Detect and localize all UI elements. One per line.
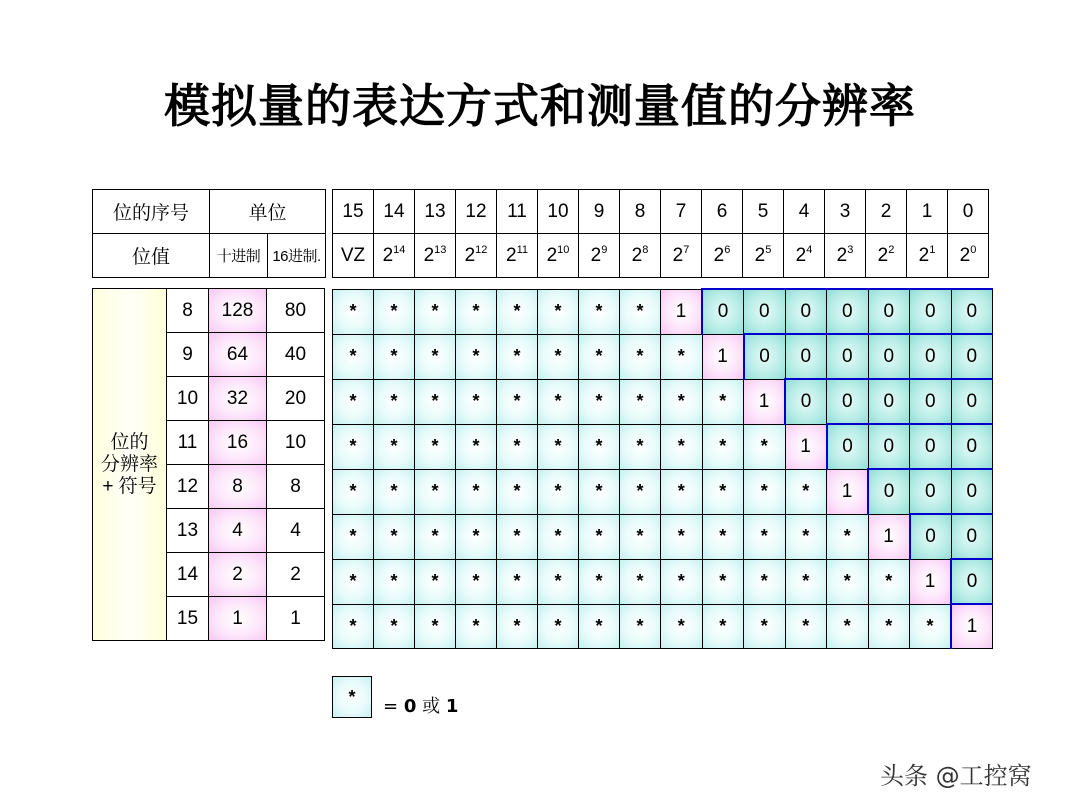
power-cell [497, 234, 538, 278]
zero-bit-cell: 0 [951, 334, 993, 379]
power-exponent: 6 [724, 243, 731, 256]
any-bit-cell: * [579, 379, 620, 424]
any-bit-cell: * [579, 469, 620, 514]
power-exponent: 1 [929, 243, 936, 256]
any-bit-cell: * [620, 424, 661, 469]
any-bit-cell: * [456, 469, 497, 514]
hex-label: 16进制. [268, 234, 326, 278]
any-bit-cell: * [497, 289, 538, 334]
power-cell [866, 234, 907, 278]
legend-one: 1 [445, 696, 459, 717]
zero-bit-cell: 0 [910, 379, 952, 424]
any-bit-cell: * [333, 289, 374, 334]
any-bit-cell: * [538, 514, 579, 559]
bit-number-cell: 15 [333, 190, 374, 234]
zero-bit-cell: 0 [827, 379, 869, 424]
any-bit-cell: * [620, 289, 661, 334]
power-exponent: 5 [765, 243, 772, 256]
bit-number-cell: 8 [620, 190, 661, 234]
any-bit-cell: * [620, 334, 661, 379]
any-bit-cell: * [497, 424, 538, 469]
any-bit-cell: * [415, 514, 456, 559]
resolution-label-line: 位的 [110, 431, 149, 453]
any-bit-cell: * [868, 559, 910, 604]
power-cell [538, 234, 579, 278]
table-row [333, 469, 993, 514]
page-title: 模拟量的表达方式和测量值的分辨率 [164, 79, 916, 133]
zero-bit-cell: 0 [827, 424, 869, 469]
any-bit-cell: * [333, 379, 374, 424]
zero-bit-cell: 0 [868, 289, 910, 334]
zero-bit-cell: 0 [744, 289, 786, 334]
any-bit-cell: * [415, 469, 456, 514]
one-bit-cell: 1 [785, 424, 827, 469]
zero-bit-cell: 0 [910, 289, 952, 334]
any-bit-cell: * [702, 514, 744, 559]
zero-bit-cell: 0 [951, 424, 993, 469]
any-bit-cell: * [620, 469, 661, 514]
any-bit-cell: * [333, 424, 374, 469]
bit-number-cell: 0 [948, 190, 989, 234]
any-bit-cell: * [415, 424, 456, 469]
resolution-bits-cell: 15 [167, 597, 209, 641]
any-bit-cell: * [497, 379, 538, 424]
any-bit-cell: * [661, 334, 703, 379]
any-bit-cell: * [497, 469, 538, 514]
any-bit-cell: * [620, 514, 661, 559]
power-cell [743, 234, 784, 278]
resolution-label-line: + 符号 [102, 475, 157, 497]
zero-bit-cell: 0 [868, 334, 910, 379]
any-bit-cell: * [538, 379, 579, 424]
any-bit-cell: * [785, 514, 827, 559]
resolution-bits-cell: 8 [167, 289, 209, 333]
watermark: 头条 @工控窝 [880, 762, 1032, 790]
power-exponent: 0 [970, 243, 977, 256]
one-bit-cell: 1 [702, 334, 744, 379]
any-bit-cell: * [579, 424, 620, 469]
zero-bit-cell: 0 [868, 469, 910, 514]
any-bit-cell: * [744, 424, 786, 469]
hex-cell: 8 [267, 465, 325, 509]
any-bit-cell: * [702, 469, 744, 514]
zero-bit-cell: 0 [785, 334, 827, 379]
any-bit-cell: * [538, 559, 579, 604]
any-bit-cell: * [374, 559, 415, 604]
any-bit-cell: * [415, 559, 456, 604]
power-exponent: 7 [683, 243, 690, 256]
bit-power-row [333, 234, 989, 278]
any-bit-cell: * [497, 559, 538, 604]
any-bit-cell: * [827, 514, 869, 559]
zero-bit-cell: 0 [827, 289, 869, 334]
any-bit-cell: * [538, 604, 579, 649]
any-bit-cell: * [661, 379, 703, 424]
decimal-cell: 4 [209, 509, 267, 553]
any-bit-cell: * [661, 514, 703, 559]
zero-bit-cell: 0 [951, 289, 993, 334]
any-bit-cell: * [661, 559, 703, 604]
zero-bit-cell: 0 [702, 289, 744, 334]
hex-cell: 4 [267, 509, 325, 553]
any-bit-cell: * [538, 424, 579, 469]
power-base: 2 [918, 244, 930, 266]
bit-number-cell: 10 [538, 190, 579, 234]
resolution-bits-cell: 13 [167, 509, 209, 553]
bit-number-cell: 14 [374, 190, 415, 234]
zero-bit-cell: 0 [951, 469, 993, 514]
power-cell [825, 234, 866, 278]
one-bit-cell: 1 [744, 379, 786, 424]
any-bit-cell: * [702, 379, 744, 424]
hex-cell: 20 [267, 377, 325, 421]
any-bit-cell: * [374, 514, 415, 559]
any-bit-cell: * [538, 289, 579, 334]
one-bit-cell: 1 [951, 604, 993, 649]
table-row [333, 334, 993, 379]
zero-bit-cell: 0 [910, 514, 952, 559]
power-cell [661, 234, 702, 278]
hex-cell: 1 [267, 597, 325, 641]
power-exponent: 12 [475, 243, 488, 256]
any-bit-cell: * [333, 604, 374, 649]
power-exponent: 14 [393, 243, 406, 256]
any-bit-cell: * [661, 424, 703, 469]
hex-cell: 80 [267, 289, 325, 333]
power-base: 2 [631, 244, 643, 266]
any-bit-cell: * [456, 559, 497, 604]
legend-zero: 0 [403, 696, 417, 717]
any-bit-cell: * [538, 469, 579, 514]
any-bit-cell: * [456, 514, 497, 559]
any-bit-cell: * [702, 424, 744, 469]
bit-number-cell: 4 [784, 190, 825, 234]
table-row [333, 514, 993, 559]
power-exponent: 13 [434, 243, 447, 256]
power-exponent: 11 [516, 243, 528, 256]
resolution-bits-cell: 11 [167, 421, 209, 465]
power-base: 2 [382, 244, 394, 266]
any-bit-cell: * [374, 424, 415, 469]
decimal-cell: 32 [209, 377, 267, 421]
any-bit-cell: * [827, 604, 869, 649]
power-exponent: 3 [847, 243, 854, 256]
one-bit-cell: 1 [910, 559, 952, 604]
table-row [333, 604, 993, 649]
zero-bit-cell: 0 [868, 379, 910, 424]
bit-number-cell: 13 [415, 190, 456, 234]
header-left-table [92, 189, 326, 278]
any-bit-cell: * [579, 604, 620, 649]
any-bit-cell: * [497, 604, 538, 649]
power-base: 2 [877, 244, 889, 266]
decimal-cell: 2 [209, 553, 267, 597]
resolution-bits-cell: 14 [167, 553, 209, 597]
bit-order-label: 位的序号 [93, 190, 210, 234]
power-exponent: 9 [601, 243, 608, 256]
zero-bit-cell: 0 [951, 379, 993, 424]
any-bit-cell: * [456, 379, 497, 424]
any-bit-cell: * [785, 604, 827, 649]
any-bit-cell: * [868, 604, 910, 649]
power-base: 2 [672, 244, 684, 266]
any-bit-cell: * [497, 334, 538, 379]
decimal-label: 十进制 [210, 234, 268, 278]
hex-cell: 10 [267, 421, 325, 465]
zero-bit-cell: 0 [910, 334, 952, 379]
table-row [333, 379, 993, 424]
bit-pattern-table [332, 288, 993, 649]
any-bit-cell: * [744, 514, 786, 559]
zero-bit-cell: 0 [910, 469, 952, 514]
power-cell [948, 234, 989, 278]
power-exponent: 10 [557, 243, 570, 256]
power-cell [620, 234, 661, 278]
any-bit-cell: * [333, 514, 374, 559]
legend-or: 或 [422, 696, 441, 717]
power-exponent: 4 [806, 243, 813, 256]
any-bit-cell: * [579, 514, 620, 559]
table-row [333, 559, 993, 604]
any-bit-cell: * [415, 289, 456, 334]
decimal-cell: 128 [209, 289, 267, 333]
any-bit-cell: * [374, 289, 415, 334]
power-cell [456, 234, 497, 278]
power-cell [415, 234, 456, 278]
power-base: 2 [959, 244, 971, 266]
any-bit-cell: * [785, 469, 827, 514]
resolution-label [93, 289, 167, 641]
one-bit-cell: 1 [827, 469, 869, 514]
any-bit-cell: * [620, 379, 661, 424]
zero-bit-cell: 0 [951, 514, 993, 559]
hex-cell: 2 [267, 553, 325, 597]
resolution-table [92, 288, 325, 641]
any-bit-cell: * [538, 334, 579, 379]
power-base: 2 [795, 244, 807, 266]
table-row [93, 289, 325, 333]
power-base: 2 [546, 244, 558, 266]
any-bit-cell: * [456, 424, 497, 469]
any-bit-cell: * [333, 559, 374, 604]
power-exponent: 2 [888, 243, 895, 256]
bit-number-cell: 5 [743, 190, 784, 234]
any-bit-cell: * [785, 559, 827, 604]
zero-bit-cell: 0 [744, 334, 786, 379]
any-bit-cell: * [456, 334, 497, 379]
bit-number-cell: 1 [907, 190, 948, 234]
power-base: 2 [590, 244, 602, 266]
zero-bit-cell: 0 [785, 289, 827, 334]
any-bit-cell: * [579, 289, 620, 334]
resolution-bits-cell: 12 [167, 465, 209, 509]
any-bit-cell: * [456, 604, 497, 649]
sign-cell: VZ [333, 234, 374, 278]
any-bit-cell: * [374, 334, 415, 379]
bit-number-cell: 2 [866, 190, 907, 234]
any-bit-cell: * [415, 334, 456, 379]
zero-bit-cell: 0 [827, 334, 869, 379]
power-base: 2 [836, 244, 848, 266]
any-bit-cell: * [456, 289, 497, 334]
zero-bit-cell: 0 [868, 424, 910, 469]
any-bit-cell: * [661, 604, 703, 649]
power-base: 2 [506, 244, 517, 266]
decimal-cell: 8 [209, 465, 267, 509]
any-bit-cell: * [620, 604, 661, 649]
bit-number-cell: 12 [456, 190, 497, 234]
zero-bit-cell: 0 [785, 379, 827, 424]
table-row [333, 424, 993, 469]
power-cell [907, 234, 948, 278]
any-bit-cell: * [497, 514, 538, 559]
any-bit-cell: * [333, 469, 374, 514]
any-bit-cell: * [910, 604, 952, 649]
resolution-bits-cell: 9 [167, 333, 209, 377]
any-bit-cell: * [374, 469, 415, 514]
table-row [333, 289, 993, 334]
one-bit-cell: 1 [661, 289, 703, 334]
any-bit-cell: * [702, 604, 744, 649]
bit-value-label: 位值 [93, 234, 210, 278]
any-bit-cell: * [579, 559, 620, 604]
power-exponent: 8 [642, 243, 649, 256]
power-base: 2 [464, 244, 476, 266]
bit-number-cell: 9 [579, 190, 620, 234]
any-bit-cell: * [744, 559, 786, 604]
power-cell [579, 234, 620, 278]
bit-number-cell: 6 [702, 190, 743, 234]
power-cell [702, 234, 743, 278]
decimal-cell: 64 [209, 333, 267, 377]
legend-text [383, 692, 458, 718]
bit-number-cell: 3 [825, 190, 866, 234]
power-base: 2 [754, 244, 766, 266]
any-bit-cell: * [827, 559, 869, 604]
any-bit-cell: * [661, 469, 703, 514]
unit-label: 单位 [210, 190, 326, 234]
any-bit-cell: * [579, 334, 620, 379]
any-bit-cell: * [415, 604, 456, 649]
any-bit-cell: * [374, 604, 415, 649]
any-bit-cell: * [744, 469, 786, 514]
power-cell [374, 234, 415, 278]
legend-symbol: * [332, 676, 372, 718]
bit-number-row [333, 190, 989, 234]
zero-bit-cell: 0 [910, 424, 952, 469]
one-bit-cell: 1 [868, 514, 910, 559]
bit-number-cell: 11 [497, 190, 538, 234]
power-base: 2 [713, 244, 725, 266]
decimal-cell: 1 [209, 597, 267, 641]
power-cell [784, 234, 825, 278]
hex-cell: 40 [267, 333, 325, 377]
any-bit-cell: * [333, 334, 374, 379]
any-bit-cell: * [374, 379, 415, 424]
any-bit-cell: * [620, 559, 661, 604]
bit-header-table [332, 189, 989, 278]
any-bit-cell: * [702, 559, 744, 604]
decimal-cell: 16 [209, 421, 267, 465]
legend-equals: = [383, 696, 399, 717]
power-base: 2 [423, 244, 435, 266]
resolution-bits-cell: 10 [167, 377, 209, 421]
zero-bit-cell: 0 [951, 559, 993, 604]
bit-number-cell: 7 [661, 190, 702, 234]
any-bit-cell: * [744, 604, 786, 649]
any-bit-cell: * [415, 379, 456, 424]
resolution-label-line: 分辨率 [100, 453, 158, 475]
